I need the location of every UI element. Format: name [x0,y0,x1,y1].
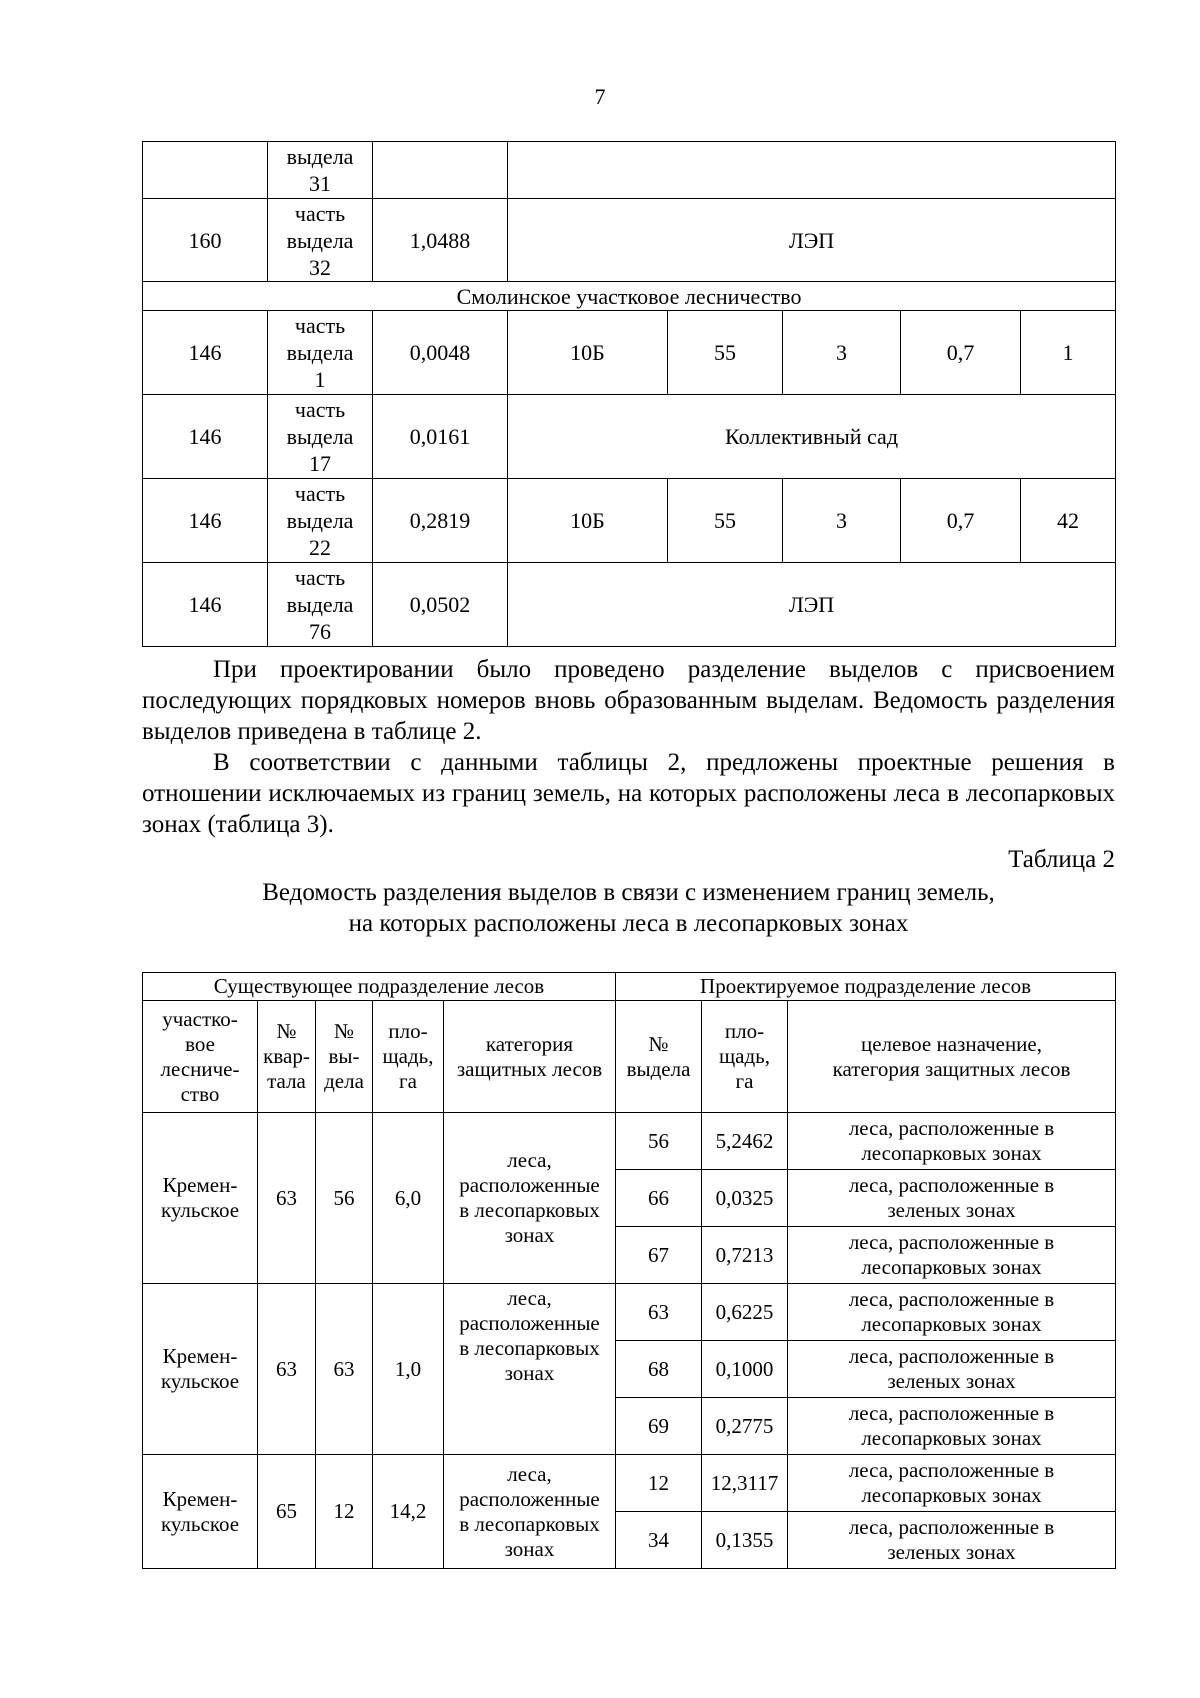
new-vydel-cell: 12 [616,1455,702,1512]
forestry-header: участко- вое лесниче- ство [143,1001,258,1113]
table-row [143,479,1116,563]
area-cell: 14,2 [373,1455,444,1569]
vydel-cell: часть выдела 76 [268,563,373,647]
vydel-cell: выдела 31 [268,142,373,199]
table-title-line-1: Ведомость разделения выделов в связи с изменением границ земель, [262,879,995,906]
group-existing-header: Существующее подразделение лесов [143,973,616,1001]
kvartal-cell: 65 [258,1455,316,1569]
purpose-cell: леса, расположенные в зеленых зонах [788,1512,1116,1569]
area-cell: 0,0502 [373,563,508,647]
stock-cell: 1 [1021,311,1116,395]
vydel-cell: 12 [316,1455,373,1569]
vydel-header: № вы- дела [316,1001,373,1113]
new-area-header: пло- щадь, га [702,1001,788,1113]
vydel-cell: 63 [316,1284,373,1455]
kvartal-cell: 146 [143,311,268,395]
forestry-cell: Кремен- кульское [143,1284,258,1455]
area-cell [373,142,508,199]
paragraph: При проектировании было проведено разделение выделов с присвоением последующих порядковых номеров вновь образованным выделам. Ведомость разделения выделов приведена в таблице 2. [142,656,1115,745]
new-area-cell: 0,2775 [702,1398,788,1455]
table-row [143,395,1116,479]
section-row [143,282,1116,311]
area-cell: 6,0 [373,1113,444,1284]
section-title: Смолинское участковое лесничество [143,282,1116,311]
new-vydel-cell: 67 [616,1227,702,1284]
group-header-row [143,973,1116,1001]
purpose-cell: леса, расположенные в лесопарковых зонах [788,1398,1116,1455]
group-projected-header: Проектируемое подразделение лесов [616,973,1116,1001]
desc-cell: ЛЭП [508,563,1116,647]
area-cell: 0,0161 [373,395,508,479]
vydel-cell: часть выдела 32 [268,199,373,282]
table-row [143,142,1116,199]
kvartal-cell: 160 [143,199,268,282]
kvartal-cell: 146 [143,395,268,479]
new-vydel-cell: 63 [616,1284,702,1341]
new-area-cell: 12,3117 [702,1455,788,1512]
new-area-cell: 0,1355 [702,1512,788,1569]
class-cell: 3 [783,479,901,563]
area-header: пло- щадь, га [373,1001,444,1113]
category-cell: леса, расположенные в лесопарковых зонах [444,1455,616,1569]
new-vydel-cell: 68 [616,1341,702,1398]
purpose-cell: леса, расположенные в лесопарковых зонах [788,1455,1116,1512]
continuation-table [142,141,1116,647]
area-cell: 0,2819 [373,479,508,563]
forestry-cell: Кремен- кульское [143,1455,258,1569]
desc-cell: Коллективный сад [508,395,1116,479]
new-area-cell: 0,1000 [702,1341,788,1398]
stock-cell: 42 [1021,479,1116,563]
new-area-cell: 0,6225 [702,1284,788,1341]
kvartal-cell: 63 [258,1113,316,1284]
age-cell: 55 [668,479,783,563]
category-header: категория защитных лесов [444,1001,616,1113]
table-title-line-2: на которых расположены леса в лесопарковых зонах [348,910,909,937]
new-vydel-header: № выдела [616,1001,702,1113]
division-table [142,972,1116,1569]
composition-cell: 10Б [508,311,668,395]
new-vydel-cell: 69 [616,1398,702,1455]
forestry-cell: Кремен- кульское [143,1113,258,1284]
composition-cell: 10Б [508,479,668,563]
purpose-cell: леса, расположенные в лесопарковых зонах [788,1113,1116,1170]
new-area-cell: 0,0325 [702,1170,788,1227]
new-area-cell: 5,2462 [702,1113,788,1170]
age-cell: 55 [668,311,783,395]
paragraph: В соответствии с данными таблицы 2, предложены проектные решения в отношении исключаемых из границ земель, на которых расположены леса в лесопарковых зонах (таблица 3). [142,749,1115,838]
purpose-cell: леса, расположенные в лесопарковых зонах [788,1227,1116,1284]
vydel-cell: 56 [316,1113,373,1284]
kvartal-header: № квар- тала [258,1001,316,1113]
kvartal-cell: 146 [143,479,268,563]
table-row [143,199,1116,282]
desc-cell: ЛЭП [508,199,1116,282]
table-row [143,311,1116,395]
kvartal-cell: 146 [143,563,268,647]
page-number: 7 [594,84,606,109]
purpose-cell: леса, расположенные в зеленых зонах [788,1341,1116,1398]
new-vydel-cell: 66 [616,1170,702,1227]
kvartal-cell [143,142,268,199]
new-vydel-cell: 56 [616,1113,702,1170]
table-row [143,1455,1116,1512]
area-cell: 1,0 [373,1284,444,1455]
kvartal-cell: 63 [258,1284,316,1455]
column-header-row [143,1001,1116,1113]
purpose-cell: леса, расположенные в лесопарковых зонах [788,1284,1116,1341]
desc-cell [508,142,1116,199]
density-cell: 0,7 [901,311,1021,395]
vydel-cell: часть выдела 17 [268,395,373,479]
table-row [143,1113,1116,1170]
class-cell: 3 [783,311,901,395]
area-cell: 1,0488 [373,199,508,282]
area-cell: 0,0048 [373,311,508,395]
category-cell: леса, расположенные в лесопарковых зонах [444,1284,616,1455]
category-cell: леса, расположенные в лесопарковых зонах [444,1113,616,1284]
body-text [142,654,1115,939]
purpose-cell: леса, расположенные в зеленых зонах [788,1170,1116,1227]
table-row [143,563,1116,647]
vydel-cell: часть выдела 1 [268,311,373,395]
purpose-header: целевое назначение, категория защитных лесов [788,1001,1116,1113]
new-vydel-cell: 34 [616,1512,702,1569]
table-label: Таблица 2 [1008,846,1115,873]
table-row [143,1284,1116,1341]
density-cell: 0,7 [901,479,1021,563]
vydel-cell: часть выдела 22 [268,479,373,563]
new-area-cell: 0,7213 [702,1227,788,1284]
